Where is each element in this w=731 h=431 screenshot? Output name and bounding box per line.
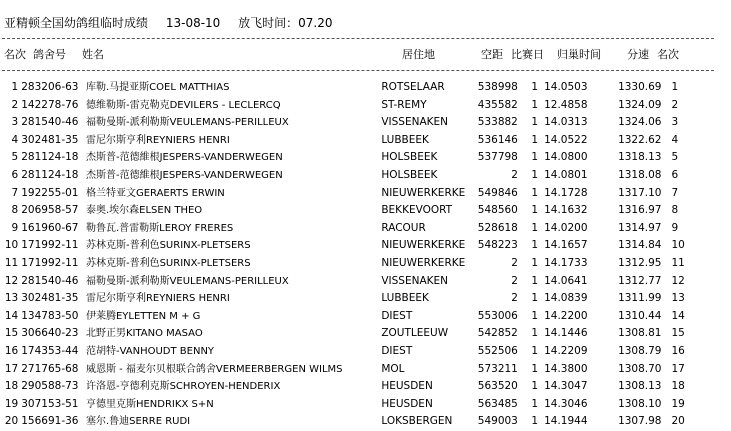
col-header-location: 居住地 bbox=[402, 48, 435, 61]
row-number: 8 bbox=[11, 204, 19, 217]
owner-name: 德维勒斯-雷克勒克DEVILERS - LECLERCQ bbox=[85, 99, 281, 111]
location: ST-REMY bbox=[381, 98, 427, 111]
speed: 1310.44 bbox=[618, 309, 662, 322]
rank: 18 bbox=[671, 380, 685, 393]
race-day: 1 bbox=[531, 362, 539, 375]
report-header bbox=[4, 14, 347, 31]
table-row bbox=[0, 149, 700, 167]
col-header-speed: 分速 bbox=[627, 48, 649, 61]
rank: 7 bbox=[671, 186, 679, 199]
distance: 2 bbox=[511, 256, 518, 269]
owner-name: 福勒曼斯-派利勒斯VEULEMANS-PERILLEUX bbox=[85, 275, 289, 287]
speed: 1324.09 bbox=[618, 98, 662, 111]
distance: 552506 bbox=[477, 344, 518, 357]
arrival-time: 14.1632 bbox=[544, 204, 588, 217]
speed: 1308.70 bbox=[618, 362, 662, 375]
ring-number: 134783-50 bbox=[21, 309, 79, 322]
results-table bbox=[0, 79, 700, 431]
speed: 1314.84 bbox=[618, 239, 662, 252]
table-row bbox=[0, 167, 700, 185]
ring-number: 306640-23 bbox=[21, 327, 79, 340]
race-day: 1 bbox=[531, 186, 539, 199]
ring-number: 302481-35 bbox=[21, 292, 79, 305]
race-day: 1 bbox=[531, 327, 539, 340]
owner-name: 雷尼尔斯亨利REYNIERS HENRI bbox=[85, 293, 230, 305]
ring-number: 281540-46 bbox=[21, 116, 79, 129]
table-row bbox=[0, 413, 700, 431]
distance: 538998 bbox=[477, 81, 518, 93]
rank: 2 bbox=[671, 98, 679, 111]
col-header-distance: 空距 bbox=[481, 48, 503, 61]
table-row bbox=[0, 255, 700, 273]
rank: 17 bbox=[671, 362, 685, 375]
rank: 1 bbox=[671, 81, 679, 93]
ring-number: 156691-36 bbox=[21, 415, 79, 428]
speed: 1312.77 bbox=[618, 274, 662, 287]
arrival-time: 14.1944 bbox=[544, 415, 588, 428]
speed: 1314.97 bbox=[618, 221, 662, 234]
row-number: 4 bbox=[11, 133, 19, 146]
ring-number: 171992-11 bbox=[21, 256, 79, 269]
col-header-owner: 姓名 bbox=[82, 48, 104, 61]
row-number: 15 bbox=[4, 327, 19, 340]
table-row bbox=[0, 308, 700, 326]
owner-name: 亨德里克斯HENDRIKX S+N bbox=[85, 398, 214, 410]
arrival-time: 14.1657 bbox=[544, 239, 588, 252]
distance: 2 bbox=[511, 292, 518, 305]
rank: 9 bbox=[671, 221, 679, 234]
row-number: 12 bbox=[4, 274, 19, 287]
ring-number: 206958-57 bbox=[21, 204, 79, 217]
rank: 15 bbox=[671, 327, 685, 340]
row-number: 17 bbox=[4, 362, 19, 375]
table-row bbox=[0, 325, 700, 343]
race-day: 1 bbox=[531, 256, 539, 269]
col-header-day: 比赛日 bbox=[511, 48, 544, 61]
row-number: 5 bbox=[11, 151, 19, 164]
owner-name: 苏林克斯-普利色SURINX-PLETSERS bbox=[85, 240, 251, 252]
owner-name: 塞尔.鲁迪SERRE RUDI bbox=[85, 416, 191, 428]
arrival-time: 14.0839 bbox=[544, 292, 588, 305]
ring-number: 307153-51 bbox=[21, 397, 79, 410]
row-number: 20 bbox=[4, 415, 19, 428]
location: LOKSBERGEN bbox=[381, 415, 453, 428]
race-day: 1 bbox=[531, 116, 539, 129]
ring-number: 161960-67 bbox=[21, 221, 79, 234]
ring-number: 174353-44 bbox=[21, 344, 79, 357]
results-body bbox=[0, 79, 700, 431]
arrival-time: 14.1446 bbox=[544, 327, 588, 340]
rank: 6 bbox=[671, 168, 679, 181]
race-day: 1 bbox=[531, 292, 539, 305]
table-row bbox=[0, 237, 700, 255]
speed: 1317.10 bbox=[618, 186, 662, 199]
top-divider bbox=[2, 38, 714, 39]
location: HEUSDEN bbox=[381, 380, 433, 393]
distance: 435582 bbox=[477, 98, 518, 111]
speed: 1308.81 bbox=[618, 327, 662, 340]
arrival-time: 14.2209 bbox=[544, 344, 588, 357]
ring-number: 283206-63 bbox=[21, 81, 79, 93]
arrival-time: 14.1728 bbox=[544, 186, 588, 199]
header-divider bbox=[2, 70, 714, 71]
speed: 1307.98 bbox=[618, 415, 662, 428]
distance: 542852 bbox=[477, 327, 518, 340]
distance: 2 bbox=[511, 168, 518, 181]
race-day: 1 bbox=[531, 415, 539, 428]
location: DIEST bbox=[381, 309, 413, 322]
distance: 548560 bbox=[477, 204, 518, 217]
race-day: 1 bbox=[531, 168, 539, 181]
table-row bbox=[0, 343, 700, 361]
rank: 11 bbox=[671, 256, 685, 269]
distance: 536146 bbox=[477, 133, 518, 146]
owner-name: 威恩斯 - 福麦尔贝根联合鸽舍VERMEERBERGEN WILMS bbox=[85, 363, 343, 375]
location: HEUSDEN bbox=[381, 397, 433, 410]
owner-name: 泰奥.埃尔森ELSEN THEO bbox=[85, 205, 203, 217]
location: HOLSBEEK bbox=[381, 168, 438, 181]
owner-name: 北野正男KITANO MASAO bbox=[85, 328, 203, 340]
ring-number: 142278-76 bbox=[21, 98, 79, 111]
location: MOL bbox=[381, 362, 405, 375]
location: NIEUWERKERKE bbox=[381, 256, 466, 269]
arrival-time: 14.3046 bbox=[544, 397, 588, 410]
location: DIEST bbox=[381, 344, 413, 357]
rank: 3 bbox=[671, 116, 679, 129]
location: VISSENAKEN bbox=[381, 116, 448, 129]
arrival-time: 14.0641 bbox=[544, 274, 588, 287]
table-row bbox=[0, 378, 700, 396]
distance: 563485 bbox=[477, 397, 518, 410]
ring-number: 290588-73 bbox=[21, 380, 79, 393]
race-day: 1 bbox=[531, 151, 539, 164]
arrival-time: 14.0801 bbox=[544, 168, 588, 181]
race-day: 1 bbox=[531, 81, 539, 93]
table-row bbox=[0, 220, 700, 238]
location: HOLSBEEK bbox=[381, 151, 438, 164]
arrival-time: 14.3800 bbox=[544, 362, 588, 375]
distance: 563520 bbox=[477, 380, 518, 393]
table-row bbox=[0, 132, 700, 150]
speed: 1330.69 bbox=[618, 81, 662, 93]
row-number: 16 bbox=[4, 344, 19, 357]
speed: 1318.13 bbox=[618, 151, 662, 164]
location: NIEUWERKERKE bbox=[381, 186, 466, 199]
owner-name: 范胡特-VANHOUDT BENNY bbox=[85, 345, 215, 357]
owner-name: 格兰特亚文GERAERTS ERWIN bbox=[85, 187, 225, 199]
table-row bbox=[0, 361, 700, 379]
rank: 10 bbox=[671, 239, 685, 252]
distance: 553006 bbox=[477, 309, 518, 322]
race-day: 1 bbox=[531, 274, 539, 287]
row-number: 1 bbox=[11, 81, 19, 93]
speed: 1308.79 bbox=[618, 344, 662, 357]
rank: 8 bbox=[671, 204, 679, 217]
release-time: 放飞时间：07.20 bbox=[238, 16, 333, 30]
race-day: 1 bbox=[531, 221, 539, 234]
location: ZOUTLEEUW bbox=[381, 327, 449, 340]
race-day: 1 bbox=[531, 397, 539, 410]
distance: 537798 bbox=[477, 151, 518, 164]
speed: 1322.62 bbox=[618, 133, 662, 146]
owner-name: 勒鲁瓦.普雷勒斯LEROY FRERES bbox=[85, 222, 234, 234]
race-day: 1 bbox=[531, 309, 539, 322]
arrival-time: 14.1733 bbox=[544, 256, 588, 269]
col-header-no: 名次 bbox=[4, 48, 26, 61]
arrival-time: 14.0200 bbox=[544, 221, 588, 234]
race-day: 1 bbox=[531, 133, 539, 146]
ring-number: 302481-35 bbox=[21, 133, 79, 146]
arrival-time: 14.2200 bbox=[544, 309, 588, 322]
ring-number: 271765-68 bbox=[21, 362, 79, 375]
location: NIEUWERKERKE bbox=[381, 239, 466, 252]
row-number: 3 bbox=[11, 116, 19, 129]
table-row bbox=[0, 114, 700, 132]
location: LUBBEEK bbox=[381, 292, 429, 305]
table-row bbox=[0, 273, 700, 291]
table-row bbox=[0, 97, 700, 115]
owner-name: 杰斯普-范德維根JESPERS-VANDERWEGEN bbox=[85, 169, 283, 181]
col-header-ring: 鸽舍号 bbox=[33, 48, 66, 61]
race-day: 1 bbox=[531, 344, 539, 357]
arrival-time: 14.0313 bbox=[544, 116, 588, 129]
arrival-time: 14.3047 bbox=[544, 380, 588, 393]
rank: 19 bbox=[671, 397, 685, 410]
arrival-time: 14.0503 bbox=[544, 81, 588, 93]
ring-number: 281124-18 bbox=[21, 151, 79, 164]
row-number: 10 bbox=[4, 239, 19, 252]
table-row bbox=[0, 185, 700, 203]
location: LUBBEEK bbox=[381, 133, 429, 146]
table-row bbox=[0, 202, 700, 220]
arrival-time: 12.4858 bbox=[544, 98, 588, 111]
table-row bbox=[0, 79, 700, 97]
arrival-time: 14.0522 bbox=[544, 133, 588, 146]
ring-number: 171992-11 bbox=[21, 239, 79, 252]
row-number: 6 bbox=[11, 168, 19, 181]
owner-name: 许洛恩-亨德利克斯SCHROYEN-HENDERIX bbox=[85, 381, 281, 393]
speed: 1324.06 bbox=[618, 116, 662, 129]
owner-name: 伊莱腾EYLETTEN M + G bbox=[85, 310, 201, 322]
race-day: 1 bbox=[531, 204, 539, 217]
col-header-rank: 名次 bbox=[657, 48, 679, 61]
race-day: 1 bbox=[531, 239, 539, 252]
distance: 528618 bbox=[477, 221, 518, 234]
distance: 549003 bbox=[477, 415, 518, 428]
row-number: 9 bbox=[11, 221, 19, 234]
speed: 1316.97 bbox=[618, 204, 662, 217]
owner-name: 雷尼尔斯亨利REYNIERS HENRI bbox=[85, 134, 230, 146]
owner-name: 福勒曼斯-派利勒斯VEULEMANS-PERILLEUX bbox=[85, 117, 289, 129]
arrival-time: 14.0800 bbox=[544, 151, 588, 164]
ring-number: 192255-01 bbox=[21, 186, 79, 199]
col-header-arrival: 归巢时间 bbox=[557, 48, 601, 61]
speed: 1308.13 bbox=[618, 380, 662, 393]
ring-number: 281124-18 bbox=[21, 168, 79, 181]
rank: 14 bbox=[671, 309, 685, 322]
distance: 2 bbox=[511, 274, 518, 287]
location: ROTSELAAR bbox=[381, 81, 445, 93]
rank: 20 bbox=[671, 415, 685, 428]
table-row bbox=[0, 290, 700, 308]
row-number: 2 bbox=[11, 98, 19, 111]
rank: 16 bbox=[671, 344, 685, 357]
distance: 549846 bbox=[477, 186, 518, 199]
row-number: 19 bbox=[4, 397, 19, 410]
distance: 533882 bbox=[477, 116, 518, 129]
row-number: 13 bbox=[4, 292, 19, 305]
table-row bbox=[0, 396, 700, 414]
distance: 548223 bbox=[477, 239, 518, 252]
speed: 1308.10 bbox=[618, 397, 662, 410]
row-number: 14 bbox=[4, 309, 19, 322]
rank: 5 bbox=[671, 151, 679, 164]
location: RACOUR bbox=[381, 221, 426, 234]
owner-name: 杰斯普-范德維根JESPERS-VANDERWEGEN bbox=[85, 152, 283, 164]
location: VISSENAKEN bbox=[381, 274, 448, 287]
rank: 12 bbox=[671, 274, 685, 287]
ring-number: 281540-46 bbox=[21, 274, 79, 287]
location: BEKKEVOORT bbox=[381, 204, 453, 217]
speed: 1318.08 bbox=[618, 168, 662, 181]
race-day: 1 bbox=[531, 98, 539, 111]
row-number: 18 bbox=[4, 380, 19, 393]
race-date: 13-08-10 bbox=[165, 16, 221, 30]
distance: 573211 bbox=[477, 362, 518, 375]
row-number: 7 bbox=[11, 186, 19, 199]
rank: 4 bbox=[671, 133, 679, 146]
speed: 1311.99 bbox=[618, 292, 662, 305]
speed: 1312.95 bbox=[618, 256, 662, 269]
owner-name: 苏林克斯-普利色SURINX-PLETSERS bbox=[85, 257, 251, 269]
owner-name: 库勒.马提亚斯COEL MATTHIAS bbox=[85, 82, 230, 93]
rank: 13 bbox=[671, 292, 685, 305]
report-title: 亚精顿全国幼鸽组临时成绩 bbox=[4, 16, 149, 30]
race-day: 1 bbox=[531, 380, 539, 393]
row-number: 11 bbox=[4, 256, 19, 269]
